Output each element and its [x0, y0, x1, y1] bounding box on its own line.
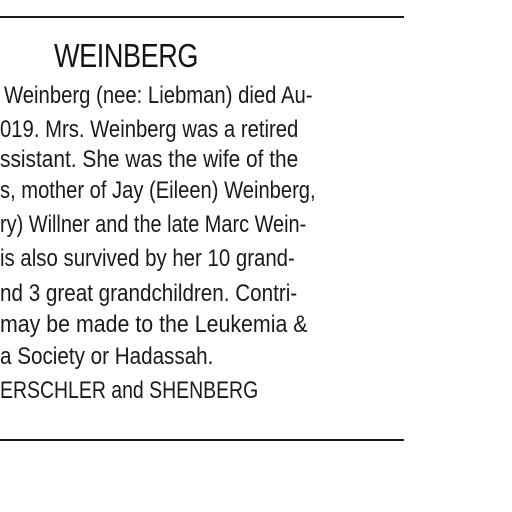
- top-divider: [0, 16, 404, 18]
- body-line-5: ry) Willner and the late Marc Wein-: [0, 211, 307, 238]
- body-line-10: ERSCHLER and SHENBERG: [0, 377, 259, 404]
- obituary-title: WEINBERG: [54, 37, 199, 74]
- body-line-1: Weinberg (nee: Liebman) died Au-: [4, 82, 313, 109]
- body-line-8: may be made to the Leukemia &: [0, 311, 308, 338]
- body-line-9: a Society or Hadassah.: [0, 343, 214, 370]
- body-line-4: s, mother of Jay (Eileen) Weinberg,: [0, 177, 316, 204]
- body-line-2: 019. Mrs. Weinberg was a retired: [0, 116, 299, 143]
- body-line-6: is also survived by her 10 grand-: [0, 245, 295, 272]
- bottom-divider: [0, 439, 404, 441]
- body-line-7: nd 3 great grandchildren. Contri-: [0, 280, 298, 307]
- body-line-3: ssistant. She was the wife of the: [0, 146, 299, 173]
